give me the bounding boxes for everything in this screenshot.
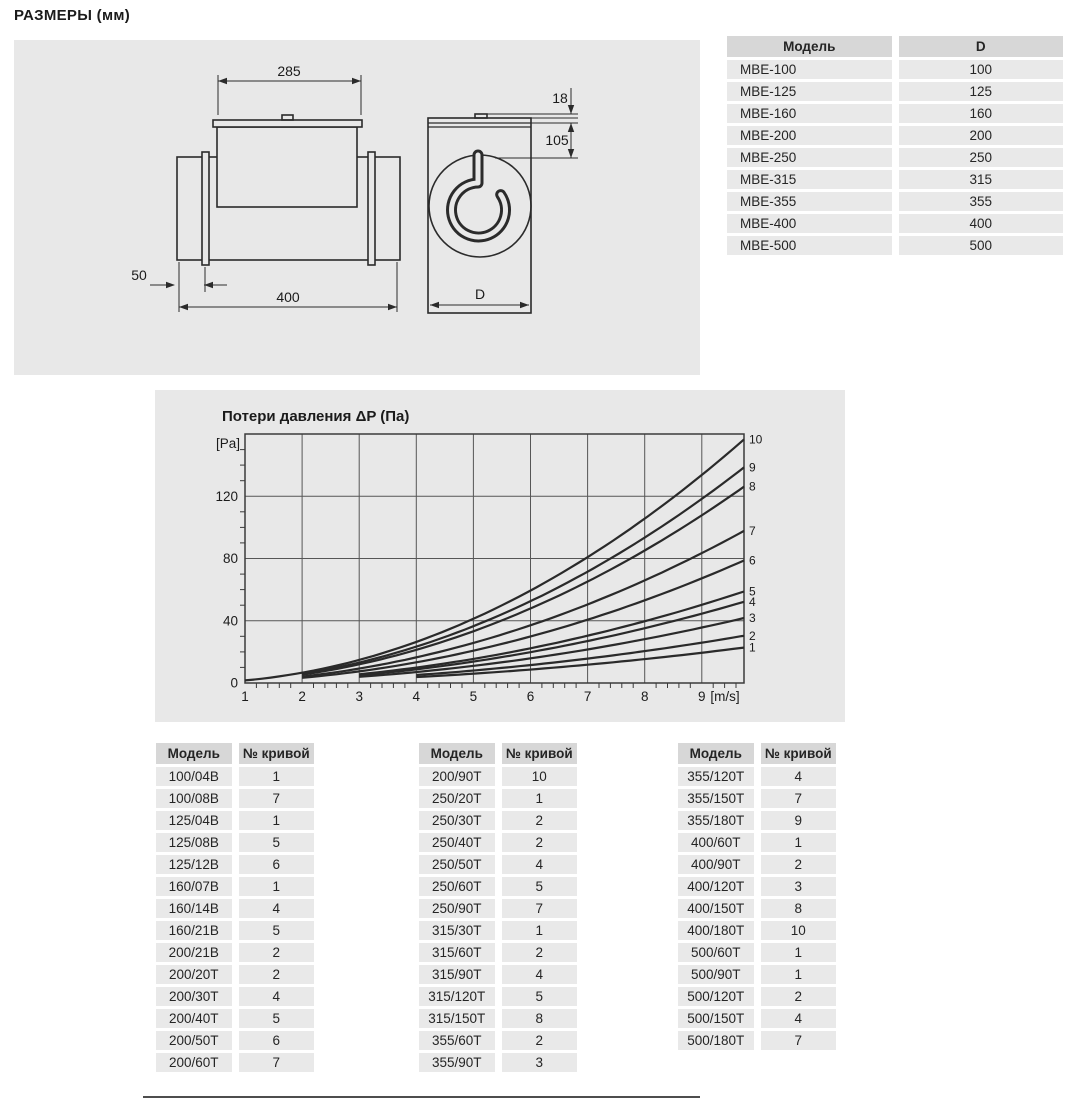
table-cell: 4	[761, 767, 837, 786]
table-row	[678, 943, 836, 962]
table-cell: 1	[239, 767, 315, 786]
table-row	[727, 104, 1063, 123]
table-cell: 125	[899, 82, 1064, 101]
y-tick-label: 0	[230, 675, 238, 691]
table-cell: 355/150T	[678, 789, 754, 808]
table-row	[678, 811, 836, 830]
table-cell: 7	[239, 1053, 315, 1072]
table-row	[419, 943, 577, 962]
table-cell: 125/12B	[156, 855, 232, 874]
page-title: РАЗМЕРЫ (мм)	[14, 7, 131, 24]
table-cell: 2	[502, 1031, 578, 1050]
table-cell: 160/14B	[156, 899, 232, 918]
table-row	[156, 921, 314, 940]
arrow-18-down	[568, 105, 574, 114]
table-cell: 4	[502, 855, 578, 874]
table-cell: 500/180T	[678, 1031, 754, 1050]
table-cell: МВЕ-125	[727, 82, 892, 101]
table-cell: 2	[761, 987, 837, 1006]
table-cell: МВЕ-100	[727, 60, 892, 79]
chart-plot-area	[215, 432, 762, 704]
curve-label-1: 1	[749, 640, 756, 655]
pressure-loss-chart-panel	[155, 390, 845, 722]
table-cell: 7	[502, 899, 578, 918]
dim-50-label: 50	[131, 267, 147, 283]
table-cell: 8	[761, 899, 837, 918]
table-cell: 5	[239, 833, 315, 852]
table-cell: 2	[502, 833, 578, 852]
table-row	[678, 987, 836, 1006]
table-row	[727, 82, 1063, 101]
column-header: Модель	[419, 743, 495, 764]
x-tick-label: 4	[412, 689, 421, 704]
table-row	[419, 1053, 577, 1072]
table-cell: 10	[761, 921, 837, 940]
table-cell: 355	[899, 192, 1064, 211]
table-row	[727, 126, 1063, 145]
table-cell: МВЕ-400	[727, 214, 892, 233]
table-cell: 4	[239, 987, 315, 1006]
table-cell: 2	[502, 943, 578, 962]
table-cell: МВЕ-200	[727, 126, 892, 145]
table-cell: 250	[899, 148, 1064, 167]
table-row	[419, 855, 577, 874]
table-cell: 200/60T	[156, 1053, 232, 1072]
table-row	[156, 1031, 314, 1050]
arrow-105-down	[568, 149, 574, 158]
curve-label-9: 9	[749, 460, 756, 475]
table-cell: 315	[899, 170, 1064, 189]
table-cell: 1	[761, 833, 837, 852]
table-row	[419, 811, 577, 830]
dim-18-label: 18	[552, 90, 568, 106]
x-axis-unit: [m/s]	[710, 689, 740, 704]
table-cell: 2	[239, 965, 315, 984]
arrow-285-left	[218, 78, 227, 84]
table-cell: 250/60T	[419, 877, 495, 896]
table-cell: 160/21B	[156, 921, 232, 940]
front-view	[428, 114, 531, 313]
table-row	[727, 214, 1063, 233]
table-row	[156, 1009, 314, 1028]
table-row	[156, 833, 314, 852]
table-cell: 125/08B	[156, 833, 232, 852]
front-nub	[475, 114, 487, 118]
table-cell: 1	[761, 965, 837, 984]
table-row	[419, 1009, 577, 1028]
table-row	[156, 767, 314, 786]
table-cell: 500/60T	[678, 943, 754, 962]
table-cell: 1	[239, 811, 315, 830]
table-cell: 355/120T	[678, 767, 754, 786]
curve-table-middle	[412, 740, 584, 1075]
table-cell: 500/120T	[678, 987, 754, 1006]
table-row	[419, 833, 577, 852]
table-row	[727, 148, 1063, 167]
dim-105-label: 105	[545, 132, 569, 148]
curve-table-left	[149, 740, 321, 1075]
table-cell: 250/20T	[419, 789, 495, 808]
model-diameter-table	[720, 33, 1070, 258]
table-row	[678, 767, 836, 786]
table-cell: 5	[239, 921, 315, 940]
table-cell: 400/120T	[678, 877, 754, 896]
table-row	[419, 1031, 577, 1050]
lid-nub	[282, 115, 293, 120]
table-cell: 250/30T	[419, 811, 495, 830]
table-row	[678, 1031, 836, 1050]
table-cell: 250/40T	[419, 833, 495, 852]
table-cell: 200/90T	[419, 767, 495, 786]
table-cell: 2	[502, 811, 578, 830]
arrow-105-up	[568, 123, 574, 132]
x-tick-label: 2	[298, 689, 306, 704]
curve-label-8: 8	[749, 479, 756, 494]
table-cell: 315/120T	[419, 987, 495, 1006]
table-cell: МВЕ-355	[727, 192, 892, 211]
table-cell: 9	[761, 811, 837, 830]
table-cell: 500/150T	[678, 1009, 754, 1028]
curve-label-7: 7	[749, 523, 756, 538]
table-cell: 250/50T	[419, 855, 495, 874]
table-row	[156, 965, 314, 984]
table-cell: 1	[502, 789, 578, 808]
table-cell: 400	[899, 214, 1064, 233]
table-row	[419, 899, 577, 918]
table-row	[156, 899, 314, 918]
table-cell: 315/60T	[419, 943, 495, 962]
dim-400-label: 400	[276, 289, 300, 305]
table-cell: 4	[502, 965, 578, 984]
table-row	[727, 236, 1063, 255]
x-tick-label: 9	[698, 689, 706, 704]
table-row	[156, 811, 314, 830]
table-cell: 400/180T	[678, 921, 754, 940]
table-row	[678, 899, 836, 918]
table-row	[419, 877, 577, 896]
page-bottom-rule	[143, 1096, 700, 1098]
table-cell: 5	[502, 987, 578, 1006]
table-cell: 1	[239, 877, 315, 896]
column-header: Модель	[678, 743, 754, 764]
table-row	[678, 877, 836, 896]
y-axis-unit: [Pa]	[215, 436, 240, 451]
terminal-box	[217, 127, 357, 207]
dim-285-lines	[218, 75, 361, 115]
curve-label-5: 5	[749, 584, 756, 599]
side-view	[177, 115, 400, 265]
table-cell: 100/08B	[156, 789, 232, 808]
table-row	[419, 987, 577, 1006]
curve-9	[302, 467, 744, 674]
table-cell: МВЕ-315	[727, 170, 892, 189]
dimensions-drawing-panel	[14, 40, 700, 375]
table-cell: 400/90T	[678, 855, 754, 874]
dim-D-label: D	[474, 286, 486, 302]
table-cell: 200/20T	[156, 965, 232, 984]
table-row	[156, 789, 314, 808]
table-cell: 160/07B	[156, 877, 232, 896]
y-tick-label: 80	[222, 551, 238, 566]
table-cell: 7	[761, 789, 837, 808]
table-row	[727, 170, 1063, 189]
table-cell: 5	[239, 1009, 315, 1028]
table-cell: 5	[502, 877, 578, 896]
curve-label-2: 2	[749, 628, 756, 643]
curve-label-10: 10	[749, 432, 763, 447]
column-header: Модель	[156, 743, 232, 764]
table-row	[419, 789, 577, 808]
table-row	[419, 767, 577, 786]
curve-label-6: 6	[749, 553, 756, 568]
duct-heater-drawing	[14, 40, 700, 375]
table-cell: 4	[761, 1009, 837, 1028]
table-cell: 250/90T	[419, 899, 495, 918]
column-header: № кривой	[502, 743, 578, 764]
table-cell: 2	[239, 943, 315, 962]
table-cell: 400/150T	[678, 899, 754, 918]
table-row	[678, 1009, 836, 1028]
table-cell: 315/150T	[419, 1009, 495, 1028]
table-cell: 1	[502, 921, 578, 940]
terminal-box-lid	[213, 120, 362, 127]
table-cell: 200/30T	[156, 987, 232, 1006]
table-cell: МВЕ-500	[727, 236, 892, 255]
column-header: № кривой	[761, 743, 837, 764]
curve-4	[359, 602, 744, 676]
column-header: № кривой	[239, 743, 315, 764]
table-cell: 160	[899, 104, 1064, 123]
table-row	[678, 921, 836, 940]
table-row	[678, 965, 836, 984]
flange-right	[368, 152, 375, 265]
x-tick-label: 6	[526, 689, 535, 704]
table-cell: МВЕ-160	[727, 104, 892, 123]
arrow-400-right	[388, 304, 397, 310]
table-cell: 125/04B	[156, 811, 232, 830]
table-cell: 355/180T	[678, 811, 754, 830]
table-cell: 200	[899, 126, 1064, 145]
table-cell: 6	[239, 1031, 315, 1050]
table-row	[156, 877, 314, 896]
table-cell: 315/30T	[419, 921, 495, 940]
dim-50-lines	[150, 267, 227, 292]
table-cell: 200/50T	[156, 1031, 232, 1050]
chart-title: Потери давления ΔP (Па)	[222, 408, 410, 425]
table-row	[156, 855, 314, 874]
y-tick-label: 120	[215, 488, 238, 504]
table-cell: 8	[502, 1009, 578, 1028]
arrow-285-right	[352, 78, 361, 84]
front-lid-lines	[428, 123, 531, 127]
curve-label-4: 4	[749, 594, 756, 609]
x-tick-label: 5	[469, 689, 478, 704]
table-row	[156, 987, 314, 1006]
table-cell: 200/40T	[156, 1009, 232, 1028]
table-cell: 7	[239, 789, 315, 808]
x-tick-label: 3	[355, 689, 363, 704]
arrow-50-left	[166, 282, 175, 288]
arrow-D-right	[520, 302, 529, 308]
table-cell: 1	[761, 943, 837, 962]
x-tick-label: 8	[640, 689, 649, 704]
table-row	[156, 1053, 314, 1072]
table-cell: 500/90T	[678, 965, 754, 984]
table-cell: 100/04B	[156, 767, 232, 786]
y-tick-label: 40	[222, 613, 238, 629]
table-row	[727, 192, 1063, 211]
table-cell: 100	[899, 60, 1064, 79]
table-cell: 6	[239, 855, 315, 874]
column-header: D	[899, 36, 1064, 57]
table-cell: 3	[761, 877, 837, 896]
table-cell: 2	[761, 855, 837, 874]
table-cell: 500	[899, 236, 1064, 255]
flange-left	[202, 152, 209, 265]
table-cell: 10	[502, 767, 578, 786]
table-cell: 355/90T	[419, 1053, 495, 1072]
dim-285-label: 285	[277, 63, 301, 79]
curve-10	[245, 439, 744, 680]
table-row	[678, 855, 836, 874]
table-row	[678, 833, 836, 852]
front-box	[428, 118, 531, 313]
table-row	[678, 789, 836, 808]
table-row	[419, 921, 577, 940]
arrow-400-left	[179, 304, 188, 310]
table-row	[419, 965, 577, 984]
table-cell: 400/60T	[678, 833, 754, 852]
table-cell: 355/60T	[419, 1031, 495, 1050]
x-tick-label: 1	[241, 689, 249, 704]
table-cell: МВЕ-250	[727, 148, 892, 167]
table-cell: 3	[502, 1053, 578, 1072]
table-cell: 315/90T	[419, 965, 495, 984]
column-header: Модель	[727, 36, 892, 57]
arrow-D-left	[430, 302, 439, 308]
table-row	[156, 943, 314, 962]
table-cell: 7	[761, 1031, 837, 1050]
table-cell: 200/21B	[156, 943, 232, 962]
curve-label-3: 3	[749, 611, 756, 625]
pressure-loss-chart	[155, 390, 845, 722]
table-cell: 4	[239, 899, 315, 918]
x-tick-label: 7	[583, 689, 592, 704]
table-row	[727, 60, 1063, 79]
curve-table-right	[671, 740, 843, 1053]
